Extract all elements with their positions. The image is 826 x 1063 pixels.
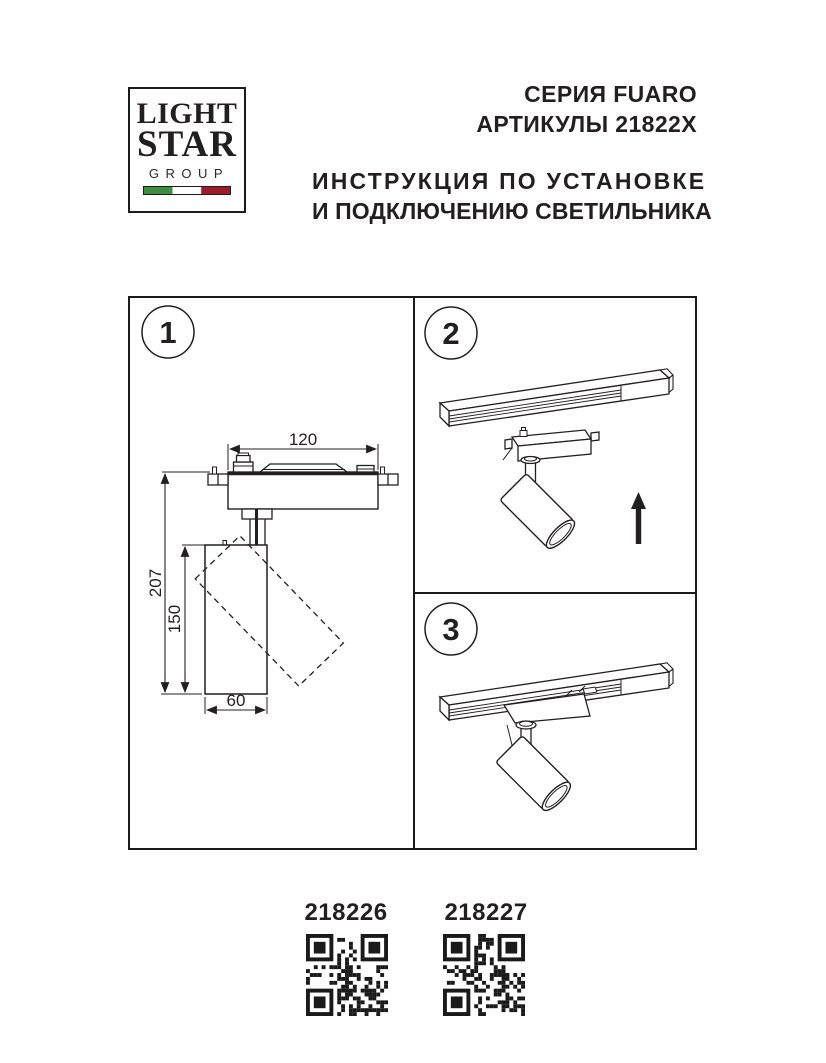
qr-article-label: 218227 <box>444 899 528 926</box>
dim-label-207: 207 <box>146 568 165 598</box>
panel-step-1 <box>130 298 413 848</box>
lamp-body-drawing <box>195 536 343 694</box>
steps-grid <box>128 296 697 850</box>
logo-star-text: STAR <box>137 124 237 165</box>
dim-label-60: 60 <box>226 691 246 710</box>
fixture-mounted-drawing <box>496 686 597 814</box>
italian-flag-icon <box>143 186 231 195</box>
flag-white-stripe <box>173 187 202 194</box>
qr-code-image <box>443 934 525 1016</box>
adapter-side-view <box>208 453 398 556</box>
instruction-title <box>312 166 712 226</box>
panel-step-3 <box>415 594 695 846</box>
articles-title: АРТИКУЛЫ 21822X <box>476 111 697 137</box>
spot-cylinder <box>500 474 579 553</box>
instruction-title-line1: ИНСТРУКЦИЯ ПО УСТАНОВКЕ <box>312 168 707 194</box>
panel-step-2 <box>415 298 695 592</box>
track-rail-drawing <box>440 369 673 426</box>
step-1-number: 1 <box>159 315 177 350</box>
header-series-block <box>476 79 697 139</box>
spot-cylinder <box>496 736 575 815</box>
dim-label-150: 150 <box>165 604 184 634</box>
instruction-title-line2: И ПОДКЛЮЧЕНИЮ СВЕТИЛЬНИКА <box>312 198 712 224</box>
step-2-number: 2 <box>442 316 460 351</box>
flag-red-stripe <box>201 187 230 194</box>
dim-label-120: 120 <box>288 430 318 449</box>
step-3-number: 3 <box>442 612 460 647</box>
qr-article-label: 218226 <box>304 899 388 926</box>
lightstar-logo <box>128 87 246 213</box>
fixture-drawing <box>500 428 599 553</box>
logo-light-text: LIGHT <box>136 97 238 130</box>
series-title: СЕРИЯ FUARO <box>524 81 697 107</box>
qr-code-image <box>306 934 388 1016</box>
flag-green-stripe <box>144 187 173 194</box>
arrow-up-icon <box>631 492 646 544</box>
logo-group-text: GROUP <box>148 166 230 181</box>
dimension-height-150 <box>182 545 205 692</box>
